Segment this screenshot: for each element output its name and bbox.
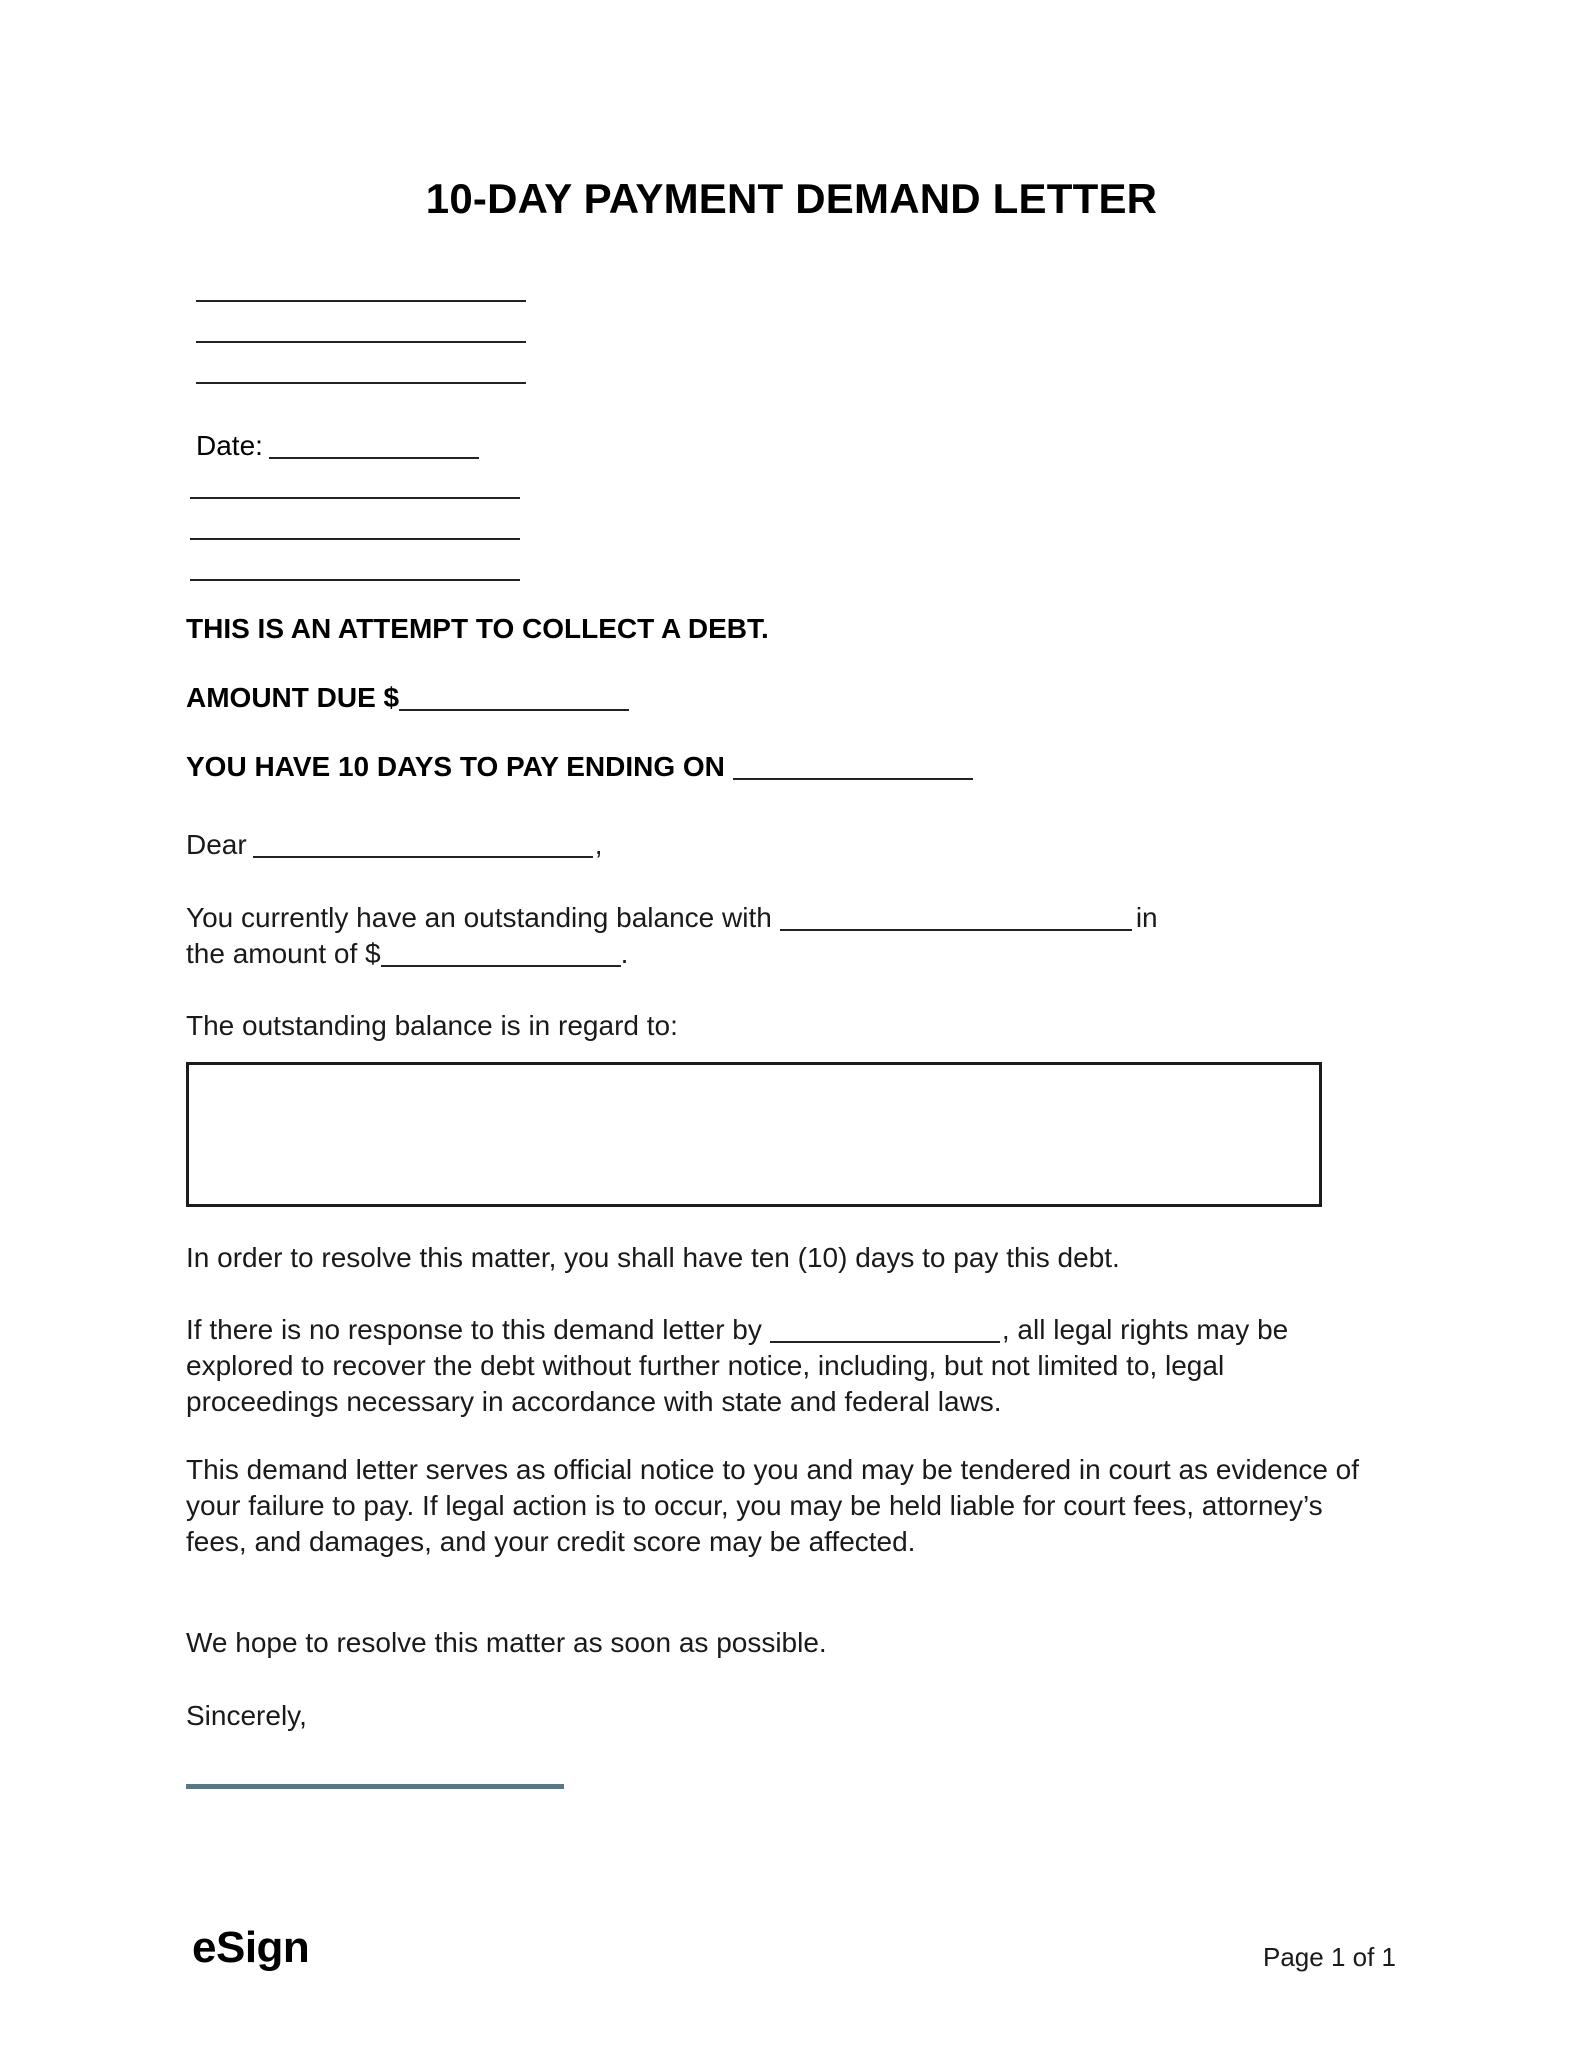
- date-label: Date:: [196, 430, 263, 461]
- closing-salutation: Sincerely,: [186, 1700, 307, 1731]
- notice-amount-due: [186, 680, 629, 716]
- balance-text-part-3: the amount of $: [186, 938, 381, 969]
- sender-address-line-2[interactable]: [196, 341, 526, 343]
- days-to-pay-label: YOU HAVE 10 DAYS TO PAY ENDING ON: [186, 751, 725, 782]
- balance-text-part-2: in: [1135, 902, 1158, 933]
- salutation-row: [186, 827, 1386, 863]
- balance-text-part-4: .: [620, 938, 629, 969]
- date-row: [196, 428, 479, 463]
- outstanding-balance-paragraph: [186, 900, 1376, 972]
- hope-paragraph: We hope to resolve this matter as soon as possible.: [186, 1627, 827, 1658]
- no-response-text-part-2: , all legal rights may be explored to recover the debt without further notice, including, but not limited to, legal proceedings necessary in accordance with state and federal laws.: [186, 1314, 1289, 1417]
- page-title: 10-DAY PAYMENT DEMAND LETTER: [425, 175, 1158, 222]
- regard-to-label: The outstanding balance is in regard to:: [186, 1010, 678, 1041]
- amount-due-input[interactable]: [399, 709, 629, 711]
- court-notice-paragraph: This demand letter serves as official notice to you and may be tendered in court as evidence of your failure to pay. If legal action is to occur, you may be held liable for court fees, attorney’s fees, and damages, and your credit score may be affected.: [186, 1454, 1360, 1557]
- page-indicator: Page 1 of 1: [1263, 1942, 1396, 1972]
- recipient-address-block: [190, 497, 530, 620]
- recipient-address-line-3[interactable]: [190, 579, 520, 581]
- notice-days-to-pay: [186, 749, 973, 785]
- balance-amount-input[interactable]: [381, 965, 621, 967]
- signature-line[interactable]: [186, 1784, 564, 1789]
- salutation-suffix: ,: [594, 829, 603, 860]
- salutation-label: Dear: [186, 829, 247, 860]
- balance-text-part-1: You currently have an outstanding balance with: [186, 902, 772, 933]
- no-response-paragraph: [186, 1312, 1381, 1420]
- creditor-name-input[interactable]: [780, 929, 1132, 931]
- date-input[interactable]: [269, 457, 479, 459]
- recipient-address-line-2[interactable]: [190, 538, 520, 540]
- resolve-paragraph: In order to resolve this matter, you shall have ten (10) days to pay this debt.: [186, 1242, 1120, 1273]
- salutation-input[interactable]: [253, 856, 593, 858]
- amount-due-label: AMOUNT DUE $: [186, 682, 400, 713]
- esign-logo: eSign: [192, 1923, 310, 1972]
- sender-address-line-3[interactable]: [196, 382, 526, 384]
- notice-attempt-to-collect: THIS IS AN ATTEMPT TO COLLECT A DEBT.: [186, 613, 769, 644]
- no-response-text-part-1: If there is no response to this demand letter by: [186, 1314, 762, 1345]
- balance-description-box[interactable]: [186, 1062, 1322, 1207]
- days-to-pay-input[interactable]: [733, 778, 973, 780]
- sender-address-line-1[interactable]: [196, 300, 526, 302]
- sender-address-block: [196, 300, 536, 423]
- recipient-address-line-1[interactable]: [190, 497, 520, 499]
- response-deadline-input[interactable]: [770, 1341, 1000, 1343]
